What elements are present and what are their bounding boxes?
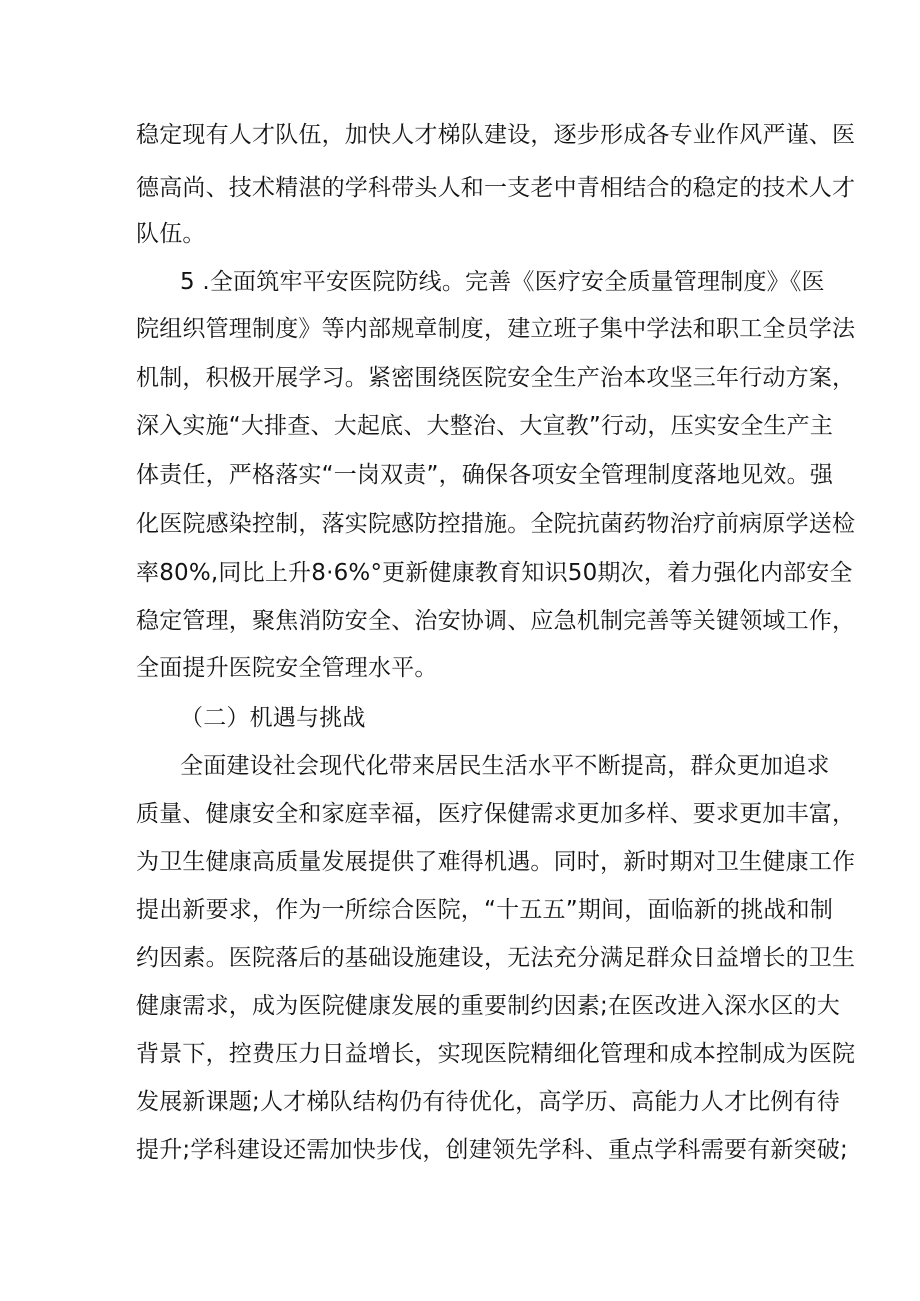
paragraph-3-line-6: 健康需求，成为医院健康发展的重要制约因素;在医改进入深水区的大 <box>136 993 840 1019</box>
paragraph-2-line-9: 全面提升医院安全管理水平。 <box>136 655 438 681</box>
paragraph-3-line-8: 发展新课题;人才梯队结构仍有待优化，高学历、高能力人才比例有待 <box>136 1089 840 1115</box>
paragraph-1-line-3: 队伍。 <box>136 221 206 247</box>
paragraph-2-line-7: 率80%,同比上升8·6%°更新健康教育知识50期次，着力强化内部安全 <box>136 560 853 586</box>
paragraph-3-line-9: 提升;学科建设还需加快步伐，创建领先学科、重点学科需要有新突破; <box>136 1137 848 1163</box>
paragraph-3-line-1: 全面建设社会现代化带来居民生活水平不断提高，群众更加追求 <box>180 753 830 779</box>
paragraph-2-line-8: 稳定管理，聚焦消防安全、治安协调、应急机制完善等关键领域工作， <box>136 608 856 634</box>
paragraph-1-line-2: 德高尚、技术精湛的学科带头人和一支老中青相结合的稳定的技术人才 <box>136 175 856 201</box>
section-heading: （二）机遇与挑战 <box>180 705 366 731</box>
paragraph-2-line-6: 化医院感染控制，落实院感防控措施。全院抗菌药物治疗前病原学送检 <box>136 511 856 537</box>
paragraph-3-line-3: 为卫生健康高质量发展提供了难得机遇。同时，新时期对卫生健康工作 <box>136 849 856 875</box>
paragraph-2-line-1: 5 .全面筑牢平安医院防线。完善《医疗安全质量管理制度》《医 <box>180 269 825 295</box>
paragraph-3-line-7: 背景下，控费压力日益增长，实现医院精细化管理和成本控制成为医院 <box>136 1041 856 1067</box>
paragraph-2-line-2: 院组织管理制度》等内部规章制度，建立班子集中学法和职工全员学法 <box>136 316 856 342</box>
paragraph-2-line-5: 体责任，严格落实“一岗双责”，确保各项安全管理制度落地见效。强 <box>136 462 834 488</box>
paragraph-1-line-1: 稳定现有人才队伍，加快人才梯队建设，逐步形成各专业作风严谨、医 <box>136 122 856 148</box>
paragraph-2-line-3: 机制，积极开展学习。紧密围绕医院安全生产治本攻坚三年行动方案， <box>136 365 856 391</box>
paragraph-3-line-4: 提出新要求，作为一所综合医院，“十五五”期间，面临新的挑战和制 <box>136 897 834 923</box>
paragraph-3-line-2: 质量、健康安全和家庭幸福，医疗保健需求更加多样、要求更加丰富， <box>136 801 856 827</box>
paragraph-2-line-4: 深入实施“大排查、大起底、大整治、大宣教”行动，压实安全生产主 <box>136 413 834 439</box>
paragraph-3-line-5: 约因素。医院落后的基础设施建设，无法充分满足群众日益增长的卫生 <box>136 945 856 971</box>
